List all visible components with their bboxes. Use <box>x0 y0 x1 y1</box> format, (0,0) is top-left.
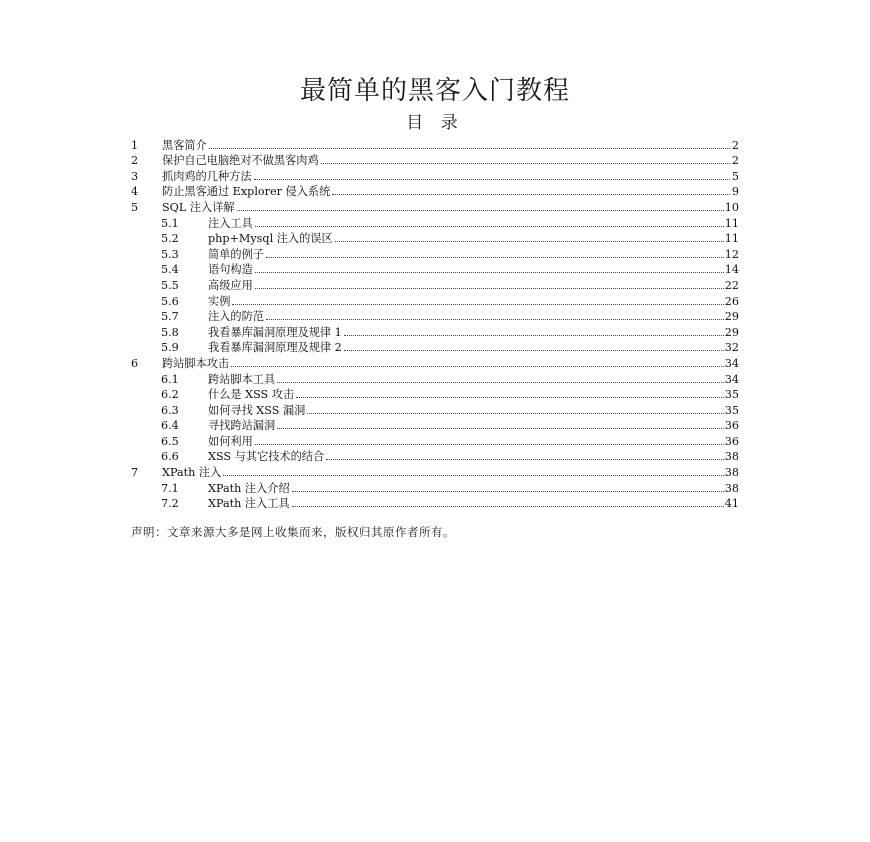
toc-entry[interactable] <box>131 276 739 292</box>
toc-heading: 目 录 <box>406 113 464 133</box>
toc-leader <box>232 303 723 305</box>
toc-leader <box>209 147 730 149</box>
toc-label: php+Mysql 注入的误区 <box>208 232 333 246</box>
toc-page-number: 36 <box>724 434 739 448</box>
toc-leader <box>223 474 723 476</box>
toc-page-number: 11 <box>724 216 739 230</box>
toc-entry[interactable] <box>131 323 739 339</box>
toc-number: 6 <box>131 356 139 370</box>
toc-label: 黑客简介 <box>162 138 207 152</box>
toc-entry[interactable] <box>131 245 739 261</box>
toc-leader <box>254 178 730 180</box>
toc-number: 5.9 <box>161 341 179 355</box>
toc-entry[interactable] <box>131 292 739 308</box>
table-of-contents <box>131 136 739 510</box>
toc-entry[interactable] <box>131 479 739 495</box>
toc-page-number: 29 <box>724 310 739 324</box>
toc-label: 防止黑客通过 Explorer 侵入系统 <box>162 185 331 199</box>
toc-label: 寻找跨站漏洞 <box>208 419 276 433</box>
toc-number: 6.4 <box>161 419 179 433</box>
toc-leader <box>277 381 724 383</box>
toc-leader <box>344 349 724 351</box>
toc-label: SQL 注入详解 <box>162 200 235 214</box>
toc-leader <box>266 256 724 258</box>
toc-label: XSS 与其它技术的结合 <box>208 450 325 464</box>
toc-entry[interactable] <box>131 401 739 417</box>
toc-entry[interactable] <box>131 339 739 355</box>
toc-leader <box>292 505 724 507</box>
toc-entry[interactable] <box>131 354 739 370</box>
toc-page-number: 11 <box>724 232 739 246</box>
toc-label: 注入的防范 <box>208 310 264 324</box>
toc-leader <box>277 427 724 429</box>
toc-page-number: 5 <box>731 169 739 183</box>
toc-number: 6.1 <box>161 372 179 386</box>
toc-leader <box>296 396 724 398</box>
toc-number: 5.4 <box>161 263 179 277</box>
toc-number: 3 <box>131 169 139 183</box>
toc-number: 1 <box>131 138 139 152</box>
toc-number: 5.8 <box>161 325 179 339</box>
toc-entry[interactable] <box>131 230 739 246</box>
toc-entry[interactable] <box>131 261 739 277</box>
toc-leader <box>321 162 730 164</box>
toc-page-number: 35 <box>724 403 739 417</box>
toc-page-number: 2 <box>731 154 739 168</box>
copyright-statement: 声明：文章来源大多是网上收集而来，版权归其原作者所有。 <box>131 525 455 539</box>
toc-page-number: 34 <box>724 372 739 386</box>
toc-entry[interactable] <box>131 214 739 230</box>
toc-page-number: 36 <box>724 419 739 433</box>
toc-leader <box>266 318 724 320</box>
toc-leader <box>292 490 724 492</box>
toc-label: 什么是 XSS 攻击 <box>208 388 295 402</box>
toc-number: 6.6 <box>161 450 179 464</box>
toc-page-number: 32 <box>724 341 739 355</box>
toc-leader <box>255 271 724 273</box>
toc-entry[interactable] <box>131 432 739 448</box>
toc-entry[interactable] <box>131 308 739 324</box>
toc-page-number: 2 <box>731 138 739 152</box>
toc-page-number: 41 <box>724 497 739 511</box>
toc-page-number: 22 <box>724 278 739 292</box>
toc-number: 4 <box>131 185 139 199</box>
toc-entry[interactable] <box>131 386 739 402</box>
toc-label: 如何利用 <box>208 434 253 448</box>
toc-entry[interactable] <box>131 198 739 214</box>
toc-page-number: 12 <box>724 247 739 261</box>
toc-number: 7 <box>131 466 139 480</box>
toc-number: 5.7 <box>161 310 179 324</box>
toc-page-number: 26 <box>724 294 739 308</box>
toc-label: 语句构造 <box>208 263 253 277</box>
toc-leader <box>326 458 724 460</box>
toc-entry[interactable] <box>131 370 739 386</box>
toc-page-number: 29 <box>724 325 739 339</box>
toc-number: 5.3 <box>161 247 179 261</box>
toc-page-number: 34 <box>724 356 739 370</box>
toc-page-number: 9 <box>731 185 739 199</box>
toc-label: 跨站脚本工具 <box>208 372 276 386</box>
toc-page-number: 10 <box>724 200 739 214</box>
toc-entry[interactable] <box>131 417 739 433</box>
toc-leader <box>255 443 724 445</box>
toc-page-number: 38 <box>724 466 739 480</box>
toc-label: 抓肉鸡的几种方法 <box>162 169 252 183</box>
toc-number: 2 <box>131 154 139 168</box>
toc-page-number: 35 <box>724 388 739 402</box>
toc-label: XPath 注入工具 <box>208 497 290 511</box>
toc-leader <box>255 287 724 289</box>
toc-entry[interactable] <box>131 183 739 199</box>
toc-leader <box>231 365 724 367</box>
toc-label: 我看暴库漏洞原理及规律 2 <box>208 341 342 355</box>
toc-label: 高级应用 <box>208 278 253 292</box>
toc-label: XPath 注入介绍 <box>208 481 290 495</box>
toc-entry[interactable] <box>131 448 739 464</box>
toc-leader <box>237 209 724 211</box>
toc-number: 5.2 <box>161 232 179 246</box>
toc-number: 6.3 <box>161 403 179 417</box>
toc-number: 6.2 <box>161 388 179 402</box>
toc-number: 7.2 <box>161 497 179 511</box>
toc-label: 如何寻找 XSS 漏洞 <box>208 403 306 417</box>
toc-number: 6.5 <box>161 434 179 448</box>
toc-number: 5.1 <box>161 216 179 230</box>
toc-entry[interactable] <box>131 152 739 168</box>
toc-entry[interactable] <box>131 136 739 152</box>
toc-label: 简单的例子 <box>208 247 264 261</box>
toc-leader <box>344 334 724 336</box>
toc-page-number: 14 <box>724 263 739 277</box>
toc-label: 注入工具 <box>208 216 253 230</box>
toc-leader <box>335 240 724 242</box>
toc-entry[interactable] <box>131 463 739 479</box>
toc-label: 实例 <box>208 294 231 308</box>
toc-number: 5 <box>131 200 139 214</box>
toc-page-number: 38 <box>724 481 739 495</box>
toc-label: XPath 注入 <box>162 466 222 480</box>
toc-label: 我看暴库漏洞原理及规律 1 <box>208 325 342 339</box>
toc-entry[interactable] <box>131 495 739 511</box>
toc-number: 5.5 <box>161 278 179 292</box>
toc-leader <box>332 193 730 195</box>
toc-leader <box>307 412 723 414</box>
toc-leader <box>255 225 724 227</box>
toc-label: 保护自己电脑绝对不做黑客肉鸡 <box>162 154 319 168</box>
toc-label: 跨站脚本攻击 <box>162 356 230 370</box>
toc-entry[interactable] <box>131 167 739 183</box>
toc-number: 7.1 <box>161 481 179 495</box>
toc-page-number: 38 <box>724 450 739 464</box>
toc-number: 5.6 <box>161 294 179 308</box>
document-title: 最简单的黑客入门教程 <box>299 76 570 106</box>
